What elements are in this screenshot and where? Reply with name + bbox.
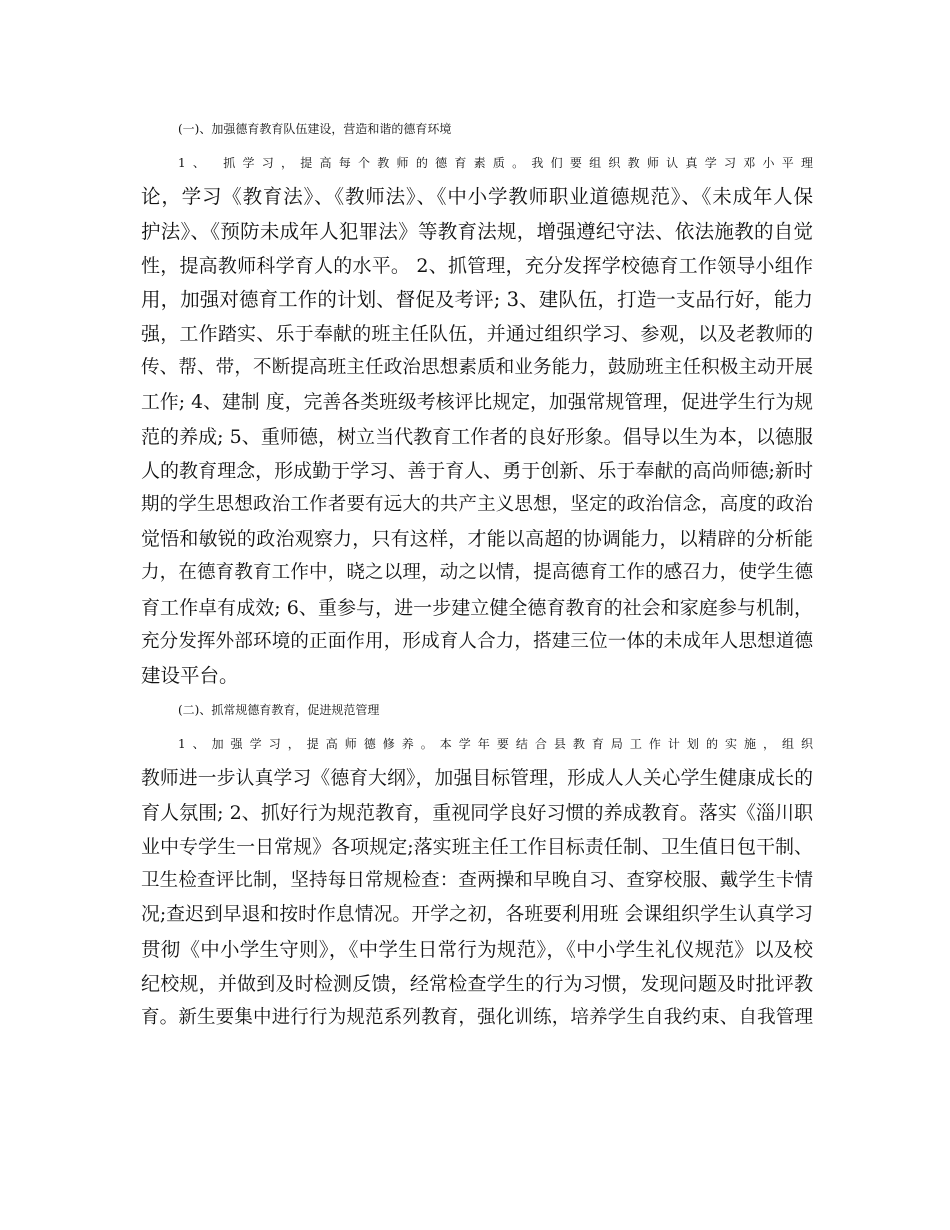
paragraph-line: 育工作卓有成效; 6、重参与，进一步建立健全德育教育的社会和家庭参与机制， bbox=[141, 596, 813, 619]
paragraph-line: 况;查迟到早退和按时作息情况。开学之初，各班要利用班 会课组织学生认真学习 bbox=[141, 904, 813, 926]
document-body bbox=[141, 112, 813, 1035]
paragraph-line: 强，工作踏实、乐于奉献的班主任队伍，并通过组织学习、参观，以及老教师的 bbox=[141, 323, 813, 346]
paragraph-line: 业中专学生一日常规》各项规定;落实班主任工作目标责任制、卫生值日包干制、 bbox=[141, 835, 813, 858]
paragraph-line: 范的养成; 5、重师德，树立当代教育工作者的良好形象。倡导以生为本，以德服 bbox=[141, 425, 813, 448]
paragraph-line: 纪校规，并做到及时检测反馈，经常检查学生的行为习惯，发现问题及时批评教 bbox=[141, 972, 813, 995]
paragraph-line: 论，学习《教育法》、《教师法》、《中小学教师职业道德规范》、《未成年人保 bbox=[141, 185, 813, 209]
paragraph-line: 性，提高教师科学育人的水平。 2、抓管理，充分发挥学校德育工作领导小组作 bbox=[141, 254, 813, 277]
paragraph-line: 人的教育理念，形成勤于学习、善于育人、勇于创新、乐于奉献的高尚师德;新时 bbox=[141, 459, 813, 482]
paragraph-line: 传、帮、带，不断提高班主任政治思想素质和业务能力，鼓励班主任积极主动开展 bbox=[141, 357, 813, 379]
paragraph-line: 育人氛围; 2、抓好行为规范教育，重视同学良好习惯的养成教育。落实《淄川职 bbox=[141, 801, 813, 824]
paragraph-line: 用，加强对德育工作的计划、督促及考评; 3、建队伍，打造一支品行好，能力 bbox=[141, 287, 813, 311]
paragraph-start-line: 1、 抓学习，提高每个教师的德育素质。我们要组织教师认真学习邓小平理 bbox=[178, 156, 813, 171]
paragraph-line: 充分发挥外部环境的正面作用，形成育人合力，搭建三位一体的未成年人思想道德 bbox=[141, 630, 813, 652]
paragraph-start-line: 1、加强学习，提高师德修养。本学年要结合县教育局工作计划的实施，组织 bbox=[178, 737, 813, 752]
paragraph-line: 觉悟和敏锐的政治观察力，只有这样，才能以高超的协调能力，以精辟的分析能 bbox=[141, 528, 813, 551]
paragraph-start-line: (一)、加强德育教育队伍建设，营造和谐的德育环境 bbox=[178, 122, 452, 136]
paragraph-line: 卫生检查评比制，坚持每日常规检查：查两操和早晚自习、查穿校服、戴学生卡情 bbox=[141, 870, 813, 892]
paragraph-line: 力，在德育教育工作中，晓之以理，动之以情，提高德育工作的感召力，使学生德 bbox=[141, 562, 813, 584]
paragraph-start-line: (二)、抓常规德育教育，促进规范管理 bbox=[178, 703, 380, 718]
paragraph-line: 育。新生要集中进行行为规范系列教育，强化训练，培养学生自我约束、自我管理 bbox=[141, 1006, 813, 1028]
paragraph-line: 期的学生思想政治工作者要有远大的共产主义思想，坚定的政治信念，高度的政治 bbox=[141, 494, 813, 516]
paragraph-line: 贯彻《中小学生守则》，《中学生日常行为规范》，《中小学生礼仪规范》以及校 bbox=[141, 937, 813, 961]
paragraph-line: 工作; 4、建制 度，完善各类班级考核评比规定，加强常规管理，促进学生行为规 bbox=[141, 391, 813, 413]
paragraph-line: 教师进一步认真学习《德育大纲》，加强目标管理，形成人人关心学生健康成长的 bbox=[141, 767, 813, 789]
paragraph-line: 建设平台。 bbox=[141, 664, 239, 687]
paragraph-line: 护法》、《预防未成年人犯罪法》等教育法规，增强遵纪守法、依法施教的自觉 bbox=[141, 219, 813, 243]
